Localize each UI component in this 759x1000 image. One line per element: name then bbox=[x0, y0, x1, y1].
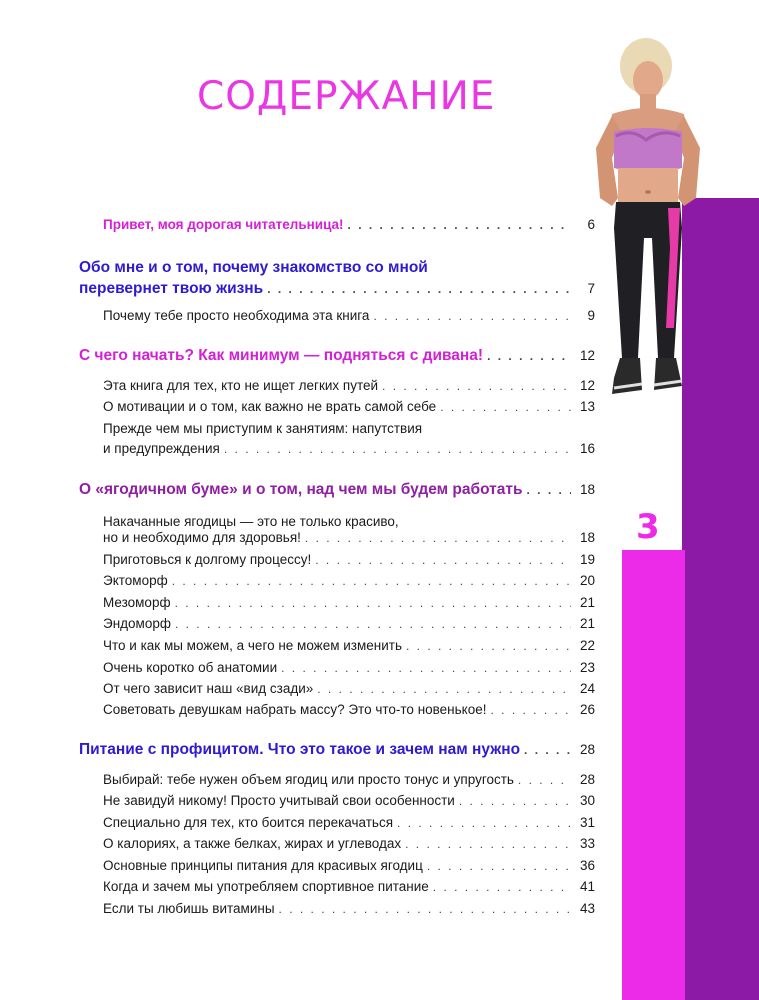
toc-entry[interactable]: Эктоморф . . . 20 bbox=[103, 571, 595, 591]
toc-entry[interactable]: но и необходимо для здоровья! . . . 18 bbox=[103, 528, 595, 548]
dot-leader bbox=[348, 215, 571, 235]
toc-entry[interactable]: Привет, моя дорогая читательница! . . . 6 bbox=[103, 215, 595, 235]
toc-entry[interactable]: О калориях, а также белках, жирах и углеводах . . . 33 bbox=[103, 834, 595, 854]
dot-leader bbox=[267, 279, 571, 299]
dot-leader bbox=[172, 571, 571, 591]
dot-leader bbox=[427, 856, 571, 876]
dot-leader bbox=[224, 439, 571, 459]
dot-leader bbox=[487, 346, 571, 366]
toc-entry[interactable]: Почему тебе просто необходима эта книга . . . 9 bbox=[103, 306, 595, 326]
page-title: СОДЕРЖАНИЕ bbox=[197, 74, 496, 119]
dot-leader bbox=[281, 658, 571, 678]
dot-leader bbox=[433, 877, 571, 897]
toc-entry-line1: Обо мне и о том, почему знакомство со мной bbox=[79, 259, 428, 276]
page-number: 3 bbox=[636, 507, 660, 547]
toc-entry[interactable]: Основные принципы питания для красивых ягодиц . . . 36 bbox=[103, 856, 595, 876]
dot-leader bbox=[405, 834, 571, 854]
dot-leader bbox=[373, 306, 571, 326]
toc-entry[interactable]: Если ты любишь витамины . . . 43 bbox=[103, 899, 595, 919]
dot-leader bbox=[175, 593, 571, 613]
toc-entry[interactable]: Очень коротко об анатомии . . . 23 bbox=[103, 658, 595, 678]
dot-leader bbox=[382, 376, 571, 396]
dot-leader bbox=[305, 528, 571, 548]
toc-entry[interactable]: О «ягодичном буме» и о том, над чем мы будем работать . . . 18 bbox=[79, 480, 595, 500]
toc-entry[interactable]: Советовать девушкам набрать массу? Это что-то новенькое! . . . 26 bbox=[103, 700, 595, 720]
dot-leader bbox=[518, 770, 571, 790]
toc-entry[interactable]: и предупреждения . . . 16 bbox=[103, 439, 595, 459]
toc-entry[interactable]: О мотивации и о том, как важно не врать самой себе . . . 13 bbox=[103, 397, 595, 417]
dot-leader bbox=[440, 397, 571, 417]
dot-leader bbox=[317, 679, 571, 699]
dot-leader bbox=[524, 740, 571, 760]
dot-leader bbox=[315, 550, 571, 570]
toc-entry[interactable]: Питание с профицитом. Что это такое и зачем нам нужно . . . 28 bbox=[79, 740, 595, 760]
toc-entry[interactable]: Специально для тех, кто боится перекачаться . . . 31 bbox=[103, 813, 595, 833]
toc-entry[interactable]: Мезоморф . . . 21 bbox=[103, 593, 595, 613]
dot-leader bbox=[526, 480, 571, 500]
toc-entry[interactable]: Приготовься к долгому процессу! . . . 19 bbox=[103, 550, 595, 570]
toc-entry-line1: Прежде чем мы приступим к занятиям: напутствия bbox=[103, 421, 423, 436]
toc-entry[interactable]: От чего зависит наш «вид сзади» . . . 24 bbox=[103, 679, 595, 699]
toc-entry[interactable]: Эндоморф . . . 21 bbox=[103, 614, 595, 634]
toc-entry[interactable]: С чего начать? Как минимум — подняться с дивана! . . . 12 bbox=[79, 346, 595, 366]
dot-leader bbox=[397, 813, 571, 833]
dot-leader bbox=[279, 899, 571, 919]
dot-leader bbox=[175, 614, 571, 634]
toc-entry[interactable]: Выбирай: тебе нужен объем ягодиц или просто тонус и упругость . . . 28 bbox=[103, 770, 595, 790]
toc-entry[interactable]: Не завидуй никому! Просто учитывай свои особенности . . . 30 bbox=[103, 791, 595, 811]
dot-leader bbox=[491, 700, 572, 720]
toc-entry-line1: Накачанные ягодицы — это не только красиво, bbox=[103, 514, 399, 529]
toc-entry[interactable]: Эта книга для тех, кто не ищет легких путей . . . 12 bbox=[103, 376, 595, 396]
toc-entry[interactable]: перевернет твою жизнь . . . 7 bbox=[79, 279, 595, 299]
dot-leader bbox=[459, 791, 571, 811]
toc-entry[interactable]: Когда и зачем мы употребляем спортивное питание . . . 41 bbox=[103, 877, 595, 897]
dot-leader bbox=[406, 636, 571, 656]
toc-entry[interactable]: Что и как мы можем, а чего не можем изменить . . . 22 bbox=[103, 636, 595, 656]
